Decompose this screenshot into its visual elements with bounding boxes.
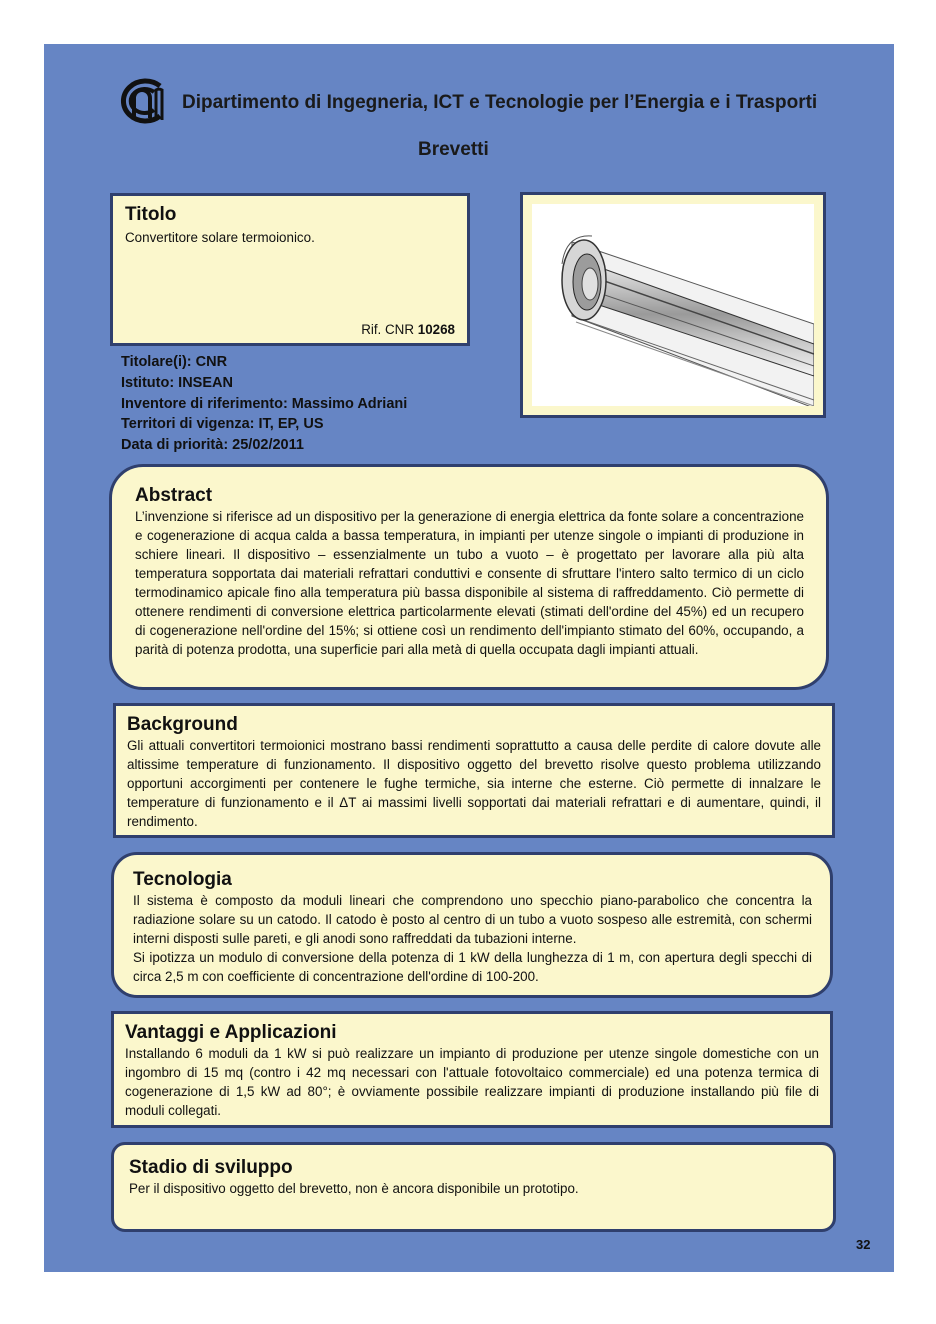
titolo-box bbox=[110, 193, 470, 346]
product-image-box bbox=[520, 192, 826, 418]
vacuum-tube-image bbox=[532, 204, 814, 406]
stadio-heading: Stadio di sviluppo bbox=[129, 1157, 293, 1178]
department-title: Dipartimento di Ingegneria, ICT e Tecnologie per l’Energia e i Trasporti bbox=[182, 92, 818, 113]
rif-label: Rif. CNR bbox=[361, 322, 415, 337]
tecnologia-box bbox=[111, 852, 833, 998]
vantaggi-heading: Vantaggi e Applicazioni bbox=[125, 1022, 337, 1043]
data-priorita: Data di priorità: 25/02/2011 bbox=[121, 437, 304, 454]
titolo-text: Convertitore solare termoionico. bbox=[125, 230, 315, 245]
titolo-heading: Titolo bbox=[125, 204, 177, 225]
abstract-text: L’invenzione si riferisce ad un dispositivo per la generazione di energia elettrica da fonte solare a concentrazione e cogenerazione di acqua calda a bassa temperatura, in impianti per utenze singole o impianti di produzione in schiere lineari. Il dispositivo – essenzialmente un tubo a vuoto – è progettato per lavorare alla più alta temperatura sopportata dai materiali refrattari conduttivi e consente di sfruttare l'intero salto termico di un ciclo termodinamico apicale fino alla temperatura più bassa disponibile al sistema di raffreddamento. Ciò permette di ottenere rendimenti di conversione elettrica particolarmente elevati (stimati dell'ordine del 45%) ed un recupero di cogenerazione nell'ordine del 15%; si ottiene così un rendimento dell'impianto stimato del 60%, occupando, a parità di potenza prodotta, una superficie pari alla metà di quella occupata dagli impianti attuali. bbox=[135, 509, 804, 657]
abstract-heading: Abstract bbox=[135, 485, 213, 506]
tecnologia-text-2: Si ipotizza un modulo di conversione della potenza di 1 kW della lunghezza di 1 m, con apertura degli specchi di circa 2,5 m con coefficiente di concentrazione dell'ordine di 100-200. bbox=[133, 950, 812, 984]
vantaggi-text: Installando 6 moduli da 1 kW si può realizzare un impianto di produzione per utenze singole domestiche con un ingombro di 15 mq (contro i 42 mq necessari con l'attuale fotovoltaico commerciale) ed una potenza termica di cogenerazione di 1,5 kW ad 80°; è ovviamente possibile realizzare impianti di produzione installando più file di moduli collegati. bbox=[125, 1046, 819, 1118]
rif-number: 10268 bbox=[417, 322, 455, 337]
titolare: Titolare(i): CNR bbox=[121, 354, 228, 370]
patent-info bbox=[121, 352, 407, 456]
tecnologia-heading: Tecnologia bbox=[133, 869, 232, 890]
section-title: Brevetti bbox=[418, 139, 489, 160]
territori: Territori di vigenza: IT, EP, US bbox=[121, 416, 324, 433]
cnr-logo bbox=[110, 78, 164, 124]
background-heading: Background bbox=[127, 714, 238, 735]
tecnologia-text-1: Il sistema è composto da moduli lineari che comprendono uno specchio piano-parabolico che concentra la radiazione solare su un catodo. Il catodo è posto al centro di un tubo a vuoto sospeso alle estremità, con schermi interni disposti sulle pareti, e gli anodi sono raffreddati da tubazioni interne. bbox=[133, 893, 812, 946]
inventore: Inventore di riferimento: Massimo Adriani bbox=[121, 395, 408, 412]
page-number: 32 bbox=[856, 1237, 871, 1252]
background-box bbox=[113, 703, 835, 838]
stadio-box bbox=[111, 1142, 836, 1232]
rif-cnr bbox=[361, 322, 455, 337]
stadio-text: Per il dispositivo oggetto del brevetto, non è ancora disponibile un prototipo. bbox=[129, 1181, 579, 1196]
istituto: Istituto: INSEAN bbox=[121, 374, 233, 391]
abstract-box bbox=[109, 464, 829, 690]
background-text: Gli attuali convertitori termoionici mostrano bassi rendimenti soprattutto a causa delle perdite di calore dovute alle altissime temperature di funzionamento. Il dispositivo oggetto del brevetto risolve questo problema utilizzando opportuni accorgimenti per contenere le fughe termiche, sia interne che esterne. Ciò permette di innalzare le temperature di funzionamento e il ΔT ai massimi livelli sopportati dai materiali refrattari e di aumentare, quindi, il rendimento. bbox=[127, 738, 821, 829]
vantaggi-box bbox=[111, 1011, 833, 1128]
